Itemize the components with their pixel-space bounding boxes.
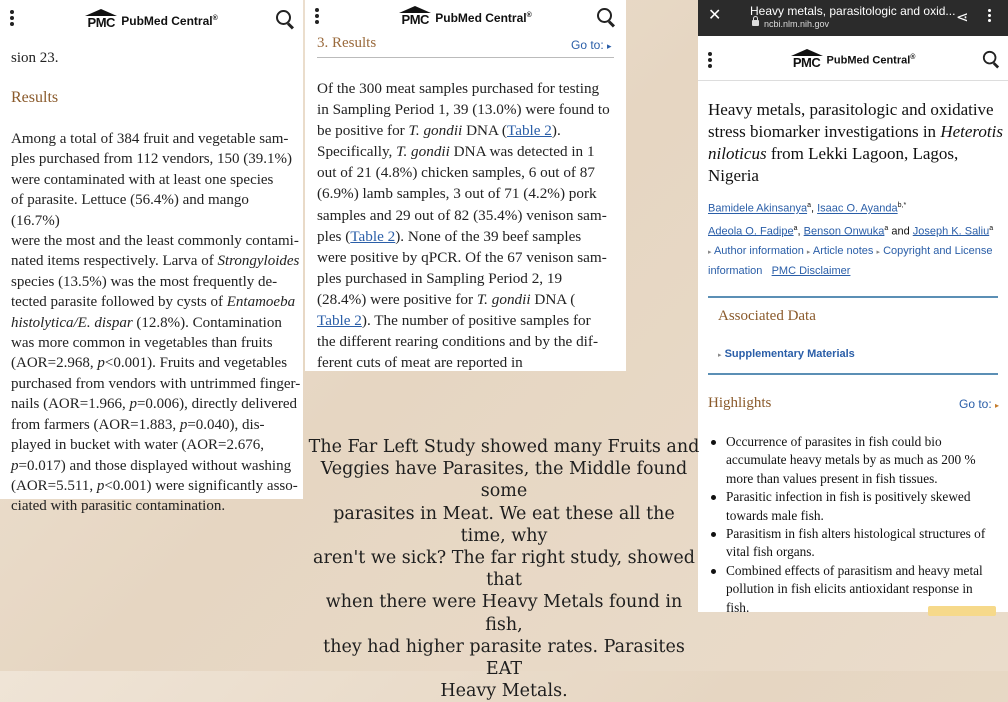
highlights-heading: Highlights (708, 395, 772, 411)
highlight-line: Occurrence of parasites in fish could bio (726, 434, 942, 449)
text-run: =0.040), dis- (187, 416, 265, 433)
text-run: out of 21 (4.8%) chicken samples, 6 out of 87 (317, 164, 595, 182)
fragment-text: sion 23. (11, 50, 59, 66)
section-divider (708, 373, 998, 375)
author-link[interactable]: Joseph K. Saliu (912, 225, 990, 238)
search-icon[interactable] (597, 8, 615, 26)
text-line (317, 352, 623, 373)
text-line (11, 190, 301, 231)
associated-data-heading: Associated Data (718, 308, 816, 324)
more-menu-icon[interactable] (10, 10, 14, 28)
text-run: was more common in vegetables than fruits (11, 335, 273, 352)
text-line (11, 170, 301, 190)
text-run: ). None of the 39 beef samples (395, 227, 582, 245)
text-run: the different rearing conditions and by the dif- (317, 333, 599, 351)
more-menu-icon[interactable] (988, 9, 991, 24)
highlight-line: fish. (726, 599, 750, 615)
highlight-line: accumulate heavy metals by as much as 200 % (726, 452, 976, 468)
text-line (317, 183, 623, 204)
text-line (317, 78, 623, 99)
table-2-link[interactable]: Table 2 (317, 312, 362, 330)
author-link[interactable]: Isaac O. Ayanda (817, 202, 898, 215)
text-run: (12.8%). Contamination (132, 314, 282, 331)
highlights-list (708, 433, 1004, 617)
italic-term: p (179, 416, 188, 433)
text-line (11, 149, 301, 169)
pmc-logo-mark: PMC (399, 6, 431, 26)
text-line (11, 129, 301, 149)
pmc-logo-name: PubMed Central® (121, 14, 218, 28)
author-link[interactable]: Benson Onwuka (803, 225, 885, 238)
text-line (11, 415, 301, 435)
text-line (317, 331, 623, 352)
italic-term: Entamoeba (226, 294, 296, 311)
caption-text (308, 436, 700, 702)
italic-term: T. gondii (396, 143, 450, 161)
text-run: purchased from vendors with untrimmed finger- (11, 375, 301, 392)
text-line (11, 374, 301, 394)
text-line (11, 456, 301, 476)
text-run: (AOR=2.968, (11, 355, 98, 372)
text-line (11, 435, 301, 455)
caption-line: when there were Heavy Metals found in fish, (325, 592, 683, 635)
middle-article-screenshot (305, 0, 626, 371)
table-2-link[interactable]: Table 2 (350, 227, 396, 245)
pmc-disclaimer-link[interactable]: PMC Disclaimer (771, 265, 851, 277)
text-run: <0.001) were significantly asso- (104, 477, 298, 494)
article-title: Heavy metals, parasitologic and oxidative stress biomarker investigations in Heterotis niloticus from Lekki Lagoon, Lagos, Nigeria (708, 100, 1003, 185)
text-line (317, 120, 623, 141)
italic-term: p (129, 396, 137, 413)
goto-link[interactable]: Go to: ▸ (571, 38, 612, 52)
highlight-item (708, 525, 1004, 562)
text-run: Specifically, (317, 143, 397, 161)
text-line (11, 251, 301, 271)
text-line (317, 205, 623, 226)
search-icon[interactable] (983, 51, 999, 67)
pmc-logo[interactable] (399, 6, 532, 26)
text-run: ). The number of positive samples for (361, 312, 591, 330)
highlight-line: pollution in fish elicits antioxidant response in (726, 581, 973, 597)
text-run: =0.017) and those displayed without washing (18, 457, 292, 474)
highlight-line: Combined effects of parasitism and heavy metal (726, 562, 983, 578)
author-link[interactable]: Bamidele Akinsanya (708, 202, 808, 215)
results-heading: Results (11, 89, 59, 106)
italic-term: Strongyloides (217, 253, 300, 270)
divider (317, 57, 614, 58)
article-notes-link[interactable]: Article notes (812, 245, 874, 257)
text-line (11, 394, 301, 414)
text-run: =0.006), directly delivered (136, 396, 298, 413)
copyright-link[interactable]: Copyright and License (883, 245, 993, 257)
text-run: ples purchased in Sampling Period 2, 19 (317, 269, 563, 287)
text-run: Of the 300 meat samples purchased for testing (317, 80, 600, 97)
highlight-item (708, 488, 1004, 525)
caption-line: parasites in Meat. We eat these all the time, why (333, 503, 675, 546)
italic-term: p (96, 477, 105, 494)
text-line (317, 247, 623, 268)
highlight-line: more than values present in fish tissues. (726, 470, 938, 486)
author-information-link[interactable]: Author information (713, 245, 804, 257)
text-run: from farmers (AOR=1.883, (11, 416, 180, 433)
section-divider (708, 296, 998, 298)
caption-line: Veggies have Parasites, the Middle found some (320, 459, 688, 502)
search-icon[interactable] (276, 10, 294, 28)
author-list: Bamidele Akinsanya$^a$, Isaac O. Ayanda$^{b,*}$ Adeola O. Fadipe$^a$, Benson Onwuka$^a$ and Joseph K. Saliu$^a$ (708, 202, 994, 238)
text-run: were positive by qPCR. Of the 67 venison sam- (317, 248, 607, 266)
text-run: (28.4%) were positive for (317, 290, 477, 308)
text-line (317, 289, 623, 310)
pmc-logo-name: PubMed Central® (435, 11, 532, 25)
text-line (317, 268, 623, 289)
pmc-logo-mark: PMC (791, 49, 823, 69)
pmc-logo[interactable] (791, 49, 916, 69)
text-run: nails (AOR=1.966, (11, 396, 130, 413)
text-run: ples ( (317, 227, 351, 245)
pmc-logo-mark: PMC (85, 9, 117, 29)
goto-link[interactable]: Go to: ▸ (959, 397, 1000, 411)
bullet-icon (711, 440, 716, 445)
text-run: of parasite. Lettuce (56.4%) and mango (16.7%) (11, 192, 249, 229)
italic-term: T. gondii (408, 122, 463, 140)
italic-term: p (97, 355, 105, 372)
italic-term: p (11, 457, 19, 474)
copyright-link-tail[interactable]: information (708, 265, 763, 277)
pmc-header (305, 0, 626, 32)
section-label: 3. Results (317, 35, 377, 51)
bullet-icon (711, 495, 716, 500)
results-paragraph (11, 129, 301, 517)
text-line (11, 476, 301, 496)
caption-line: aren't we sick? The far right study, showed that (313, 548, 695, 591)
results-paragraph (317, 78, 623, 373)
bullet-icon (711, 532, 716, 537)
close-icon[interactable]: ✕ (708, 7, 722, 24)
share-icon[interactable]: ⋖ (956, 9, 969, 26)
highlight-line: towards male fish. (726, 507, 824, 523)
text-line (317, 310, 623, 331)
text-line (317, 141, 623, 162)
caption-line: Heavy Metals. (440, 681, 568, 702)
text-run: were the most and the least commonly contami- (11, 233, 299, 250)
text-run: ciated with parasitic contamination. (11, 498, 226, 515)
text-run: <0.001). Fruits and vegetables (104, 355, 288, 372)
highlight-item (708, 433, 1004, 488)
text-line (11, 272, 301, 292)
text-run: samples and 29 out of 82 (35.4%) venison sam- (317, 206, 607, 224)
text-line (11, 231, 301, 251)
text-run: Among a total of 384 fruit and vegetable sam- (11, 131, 289, 147)
text-line (317, 162, 623, 183)
caption-line: The Far Left Study showed many Fruits and (308, 437, 700, 457)
pmc-logo[interactable] (85, 9, 218, 29)
text-line (11, 292, 301, 312)
highlight-line: vital fish organs. (726, 544, 815, 560)
text-line (11, 313, 301, 333)
text-run: DNA was detected in 1 (449, 143, 595, 161)
text-run: DNA ( (462, 122, 507, 140)
pmc-logo-name: PubMed Central® (826, 54, 916, 67)
text-run: in Sampling Period 1, 39 (13.0%) were found to (317, 101, 610, 119)
browser-toolbar (698, 0, 1008, 36)
article-info-links: ▸ Author information ▸ Article notes ▸ Copyright and License information PMC Disclaimer (708, 245, 993, 277)
highlight-line: Parasitic infection in fish is positively skewed (726, 489, 971, 505)
bullet-icon (711, 569, 716, 574)
pmc-header (0, 0, 303, 38)
highlight-line: Parasitism in fish alters histological structures of (726, 526, 986, 542)
left-article-screenshot (0, 0, 303, 515)
supplementary-materials-link[interactable]: ▸ Supplementary Materials (718, 348, 855, 360)
caption-line: they had higher parasite rates. Parasites EAT (323, 636, 685, 680)
text-line (11, 333, 301, 353)
text-line (317, 226, 623, 247)
author-link[interactable]: Adeola O. Fadipe (708, 225, 794, 238)
floating-button-edge[interactable] (928, 606, 996, 616)
lock-icon (752, 20, 759, 26)
text-run: (AOR=5.511, (11, 477, 97, 494)
browser-url[interactable]: ncbi.nlm.nih.gov (764, 19, 830, 29)
text-run: ferent cuts of meat are reported in (317, 354, 523, 372)
text-run: be positive for (317, 122, 409, 140)
text-run: DNA ( (530, 290, 576, 308)
pmc-header (698, 38, 1008, 80)
text-run: (6.9%) lamb samples, 3 out of 71 (4.2%) pork (317, 185, 597, 203)
text-line (11, 496, 301, 516)
text-run: species (13.5%) was the most frequently de- (11, 273, 278, 290)
italic-term: T. gondii (476, 290, 531, 308)
text-run: nated items respectively. Larva of (11, 253, 218, 270)
more-menu-icon[interactable] (708, 52, 712, 70)
text-run: ). (551, 122, 561, 140)
text-run: ples purchased from 112 vendors, 150 (39.1%) (11, 151, 293, 168)
browser-title: Heavy metals, parasitologic and oxid... (750, 4, 956, 18)
text-run: were contaminated with at least one species (11, 171, 274, 188)
italic-term: histolytica/E. dispar (11, 314, 133, 331)
table-2-link[interactable]: Table 2 (506, 122, 552, 140)
text-run: played in bucket with water (AOR=2.676, (11, 437, 264, 454)
text-run: tected parasite followed by cysts of (11, 294, 227, 311)
text-line (317, 99, 623, 120)
right-article-screenshot (698, 0, 1008, 615)
text-line (11, 353, 301, 373)
more-menu-icon[interactable] (315, 8, 319, 26)
